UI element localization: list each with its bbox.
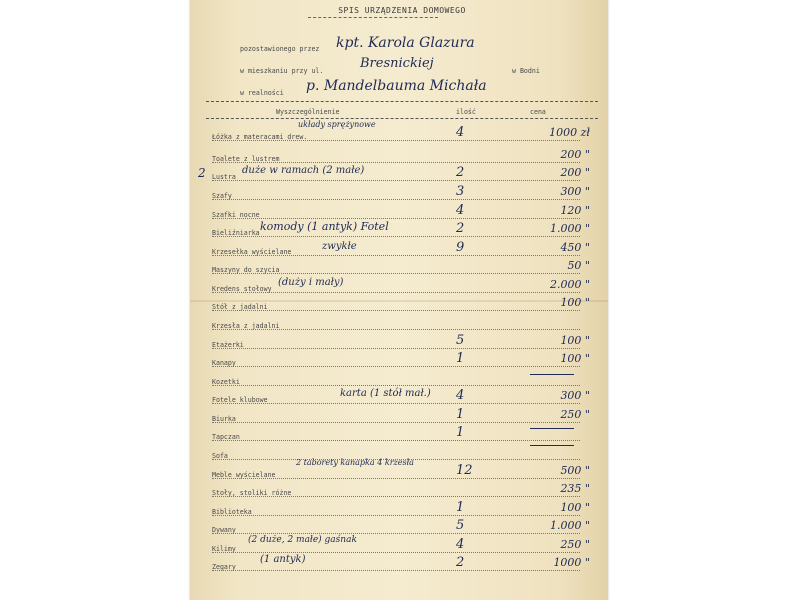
row-qty: 2 [456,165,465,180]
row-item: Bieliźniarka [212,229,260,237]
row-price: 1.000 " [549,222,590,235]
row-note: układy sprężynowe [298,120,376,129]
row-dotted-line [212,570,580,571]
field-label-property: w realności [240,89,284,97]
blank-entry-stroke [530,445,574,446]
row-item: Szafki nocne [212,211,260,219]
row-item: Lustra [212,173,236,181]
field-value-left-by: kpt. Karola Glazura [336,35,475,51]
row-note: karta (1 stół mał.) [340,388,431,399]
field-label-street: w mieszkaniu przy ul. [240,67,324,75]
row-item: Etażerki [212,341,244,349]
row-dotted-line [212,552,580,553]
row-note: duże w ramach (2 małe) [242,165,365,176]
row-dotted-line [212,329,580,330]
row-price: 100 " [560,501,590,514]
row-item: Łóżka z materacami drew. [212,133,308,141]
row-price: 235 " [560,482,590,495]
row-price: 200 " [560,166,590,179]
column-header-item: Wyszczególnienie [276,108,340,116]
row-qty: 4 [456,388,465,403]
row-qty: 4 [456,537,465,552]
row-dotted-line [212,478,580,479]
column-header-price: cena [530,108,546,116]
row-note: (2 duże, 2 małe) gaśnak [248,535,357,545]
row-qty: 1 [456,500,465,515]
row-item: Stół z jadalni [212,303,268,311]
row-item: Meble wyścielane [212,471,276,479]
row-item: Dywany [212,526,236,534]
row-dotted-line [212,440,580,441]
field-value-property: p. Mandelbauma Michała [306,78,487,94]
row-item: Szafy [212,192,232,200]
row-price: 1.000 " [549,519,590,532]
row-dotted-line [212,422,580,423]
row-dotted-line [212,255,580,256]
row-dotted-line [212,310,580,311]
row-item: Kanapy [212,359,236,367]
row-dotted-line [212,162,580,163]
row-price: 120 " [560,204,590,217]
row-price: 2.000 " [549,278,590,291]
row-item: Toalete z lustrem [212,155,280,163]
header-rule-bottom [206,118,598,119]
row-dotted-line [212,273,580,274]
blank-entry-stroke [530,428,574,429]
row-price: 250 " [560,538,590,551]
row-qty: 4 [456,203,465,218]
table-row [190,120,608,150]
row-dotted-line [212,180,580,181]
document-sheet [190,0,608,600]
row-dotted-line [212,385,580,386]
row-qty: 12 [456,463,473,478]
row-note: zwykłe [322,241,357,252]
row-qty: 5 [456,333,465,348]
row-item: Kilimy [212,545,236,553]
row-price: 250 " [560,408,590,421]
row-dotted-line [212,533,580,534]
row-qty: 5 [456,518,465,533]
row-price: 100 " [560,296,590,309]
row-dotted-line [212,292,580,293]
row-dotted-line [212,366,580,367]
field-value-street: Bresnickiej [360,56,434,71]
row-dotted-line [212,403,580,404]
column-header-qty: ilość [456,108,476,116]
row-item: Zegary [212,563,236,571]
row-item: Krzesła z jadalni [212,322,280,330]
document-title: SPIS URZĄDZENIA DOMOWEGO [338,6,466,15]
row-note: (duży i mały) [278,277,344,288]
row-qty: 1 [456,351,465,366]
row-price: 300 " [560,185,590,198]
row-price: 300 " [560,389,590,402]
row-qty: 2 [456,555,465,570]
row-qty: 1 [456,425,465,440]
row-note: komody (1 antyk) Fotel [260,220,389,233]
title-underline [308,17,438,18]
row-note: (1 antyk) [260,554,306,565]
row-price: 50 " [567,259,590,272]
row-price: 1000 " [553,556,590,569]
row-qty: 9 [456,240,465,255]
row-dotted-line [212,236,580,237]
row-item: Stoły, stoliki różne [212,489,292,497]
row-note: 2 taborety kanapka 4 krzesła [296,458,414,467]
row-item: Biblioteka [212,508,252,516]
row-qty: 1 [456,407,465,422]
row-qty: 3 [456,184,465,199]
field-suffix-city: w Bodni [512,67,540,75]
row-item: Maszyny do szycia [212,266,280,274]
row-dotted-line [212,515,580,516]
row-price: 500 " [560,464,590,477]
row-price: 100 " [560,334,590,347]
row-price: 450 " [560,241,590,254]
row-item: Tapczan [212,433,240,441]
row-item: Kredens stołowy [212,285,272,293]
field-label-left-by: pozostawionego przez [240,45,320,53]
row-item: Krzesełka wyścielane [212,248,292,256]
row-price: 100 " [560,352,590,365]
header-rule-top [206,101,598,102]
row-dotted-line [212,199,580,200]
row-dotted-line [212,348,580,349]
row-marker: 2 [198,166,206,180]
row-item: Biurka [212,415,236,423]
row-qty: 2 [456,221,465,236]
row-item: Kozetki [212,378,240,386]
row-qty: 4 [456,125,465,140]
blank-entry-stroke [530,374,574,375]
row-price: 200 " [560,148,590,161]
row-item: Fotele klubowe [212,396,268,404]
row-item: Sofa [212,452,228,460]
row-dotted-line [212,140,580,141]
table-row [190,554,608,580]
row-dotted-line [212,218,580,219]
row-price: 1000 zł [549,126,590,139]
row-dotted-line [212,496,580,497]
